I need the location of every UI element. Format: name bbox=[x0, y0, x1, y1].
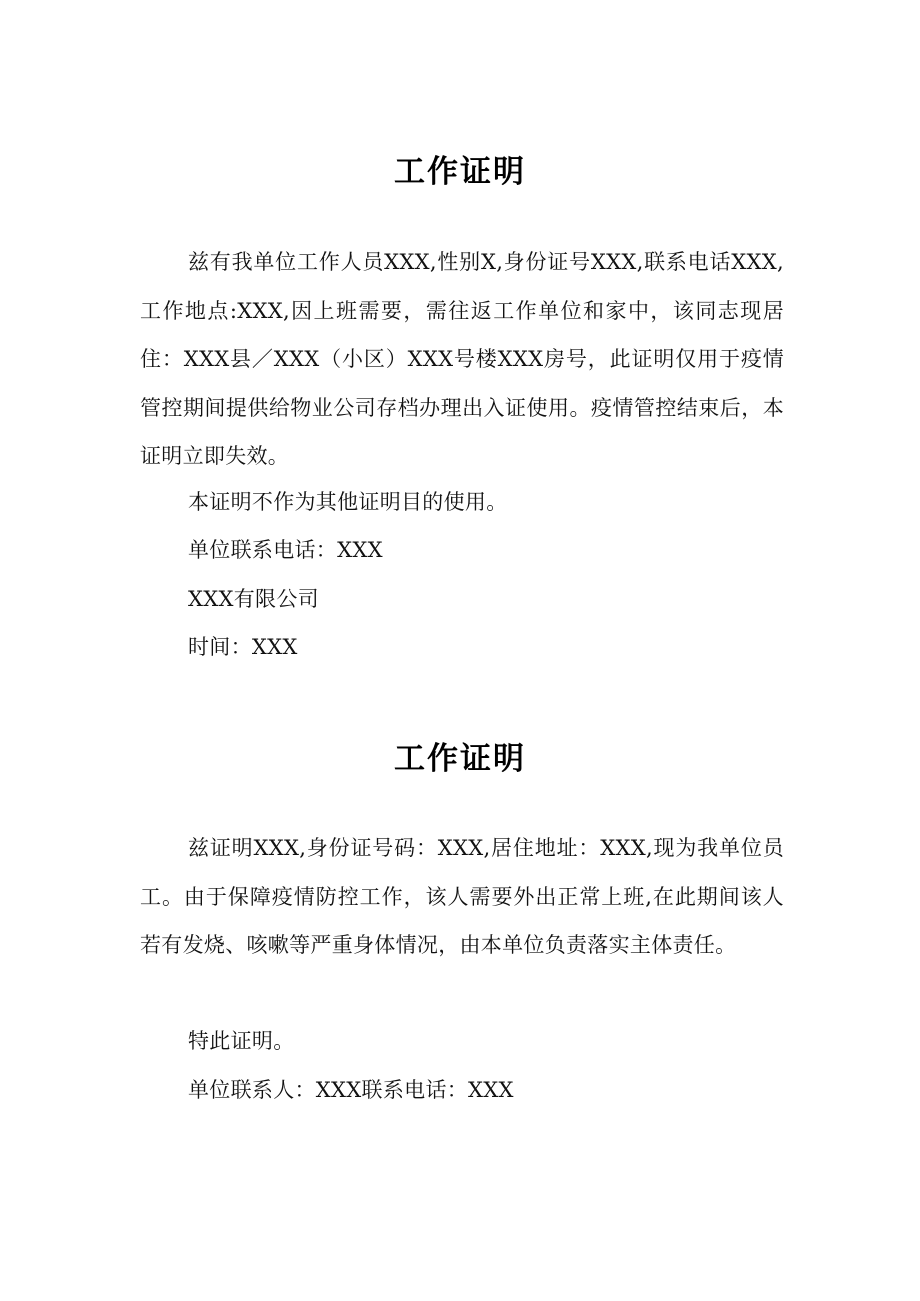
company-name-1: XXX有限公司 bbox=[188, 587, 319, 611]
certificate-title-2: 工作证明 bbox=[394, 741, 526, 777]
unit-contact-2: 单位联系人：XXX联系电话：XXX bbox=[188, 1078, 514, 1102]
issue-time-1: 时间：XXX bbox=[188, 635, 298, 659]
certificate-body-2: 兹证明XXX,身份证号码：XXX,居住地址：XXX,现为我单位员工。由于保障疫情防控工作，该人需要外出正常上班,在此期间该人若有发烧、咳嗽等严重身体情况，由本单位负责落实主体责任。 bbox=[140, 836, 784, 957]
certificate-closing-2: 特此证明。 bbox=[188, 1029, 295, 1053]
unit-phone-1: 单位联系电话：XXX bbox=[188, 538, 383, 562]
certificate-title-1: 工作证明 bbox=[394, 154, 526, 190]
certificate-body-1: 兹有我单位工作人员XXX,性别X,身份证号XXX,联系电话XXX,工作地点:XXX,因上班需要，需往返工作单位和家中，该同志现居住：XXX县／XXX（小区）XXX号楼XXX房号，此证明仅用于疫情管控期间提供给物业公司存档办理出入证使用。疫情管控结束后，本证明立即失效。 bbox=[140, 250, 784, 468]
certificate-note-1: 本证明不作为其他证明目的使用。 bbox=[188, 490, 508, 514]
